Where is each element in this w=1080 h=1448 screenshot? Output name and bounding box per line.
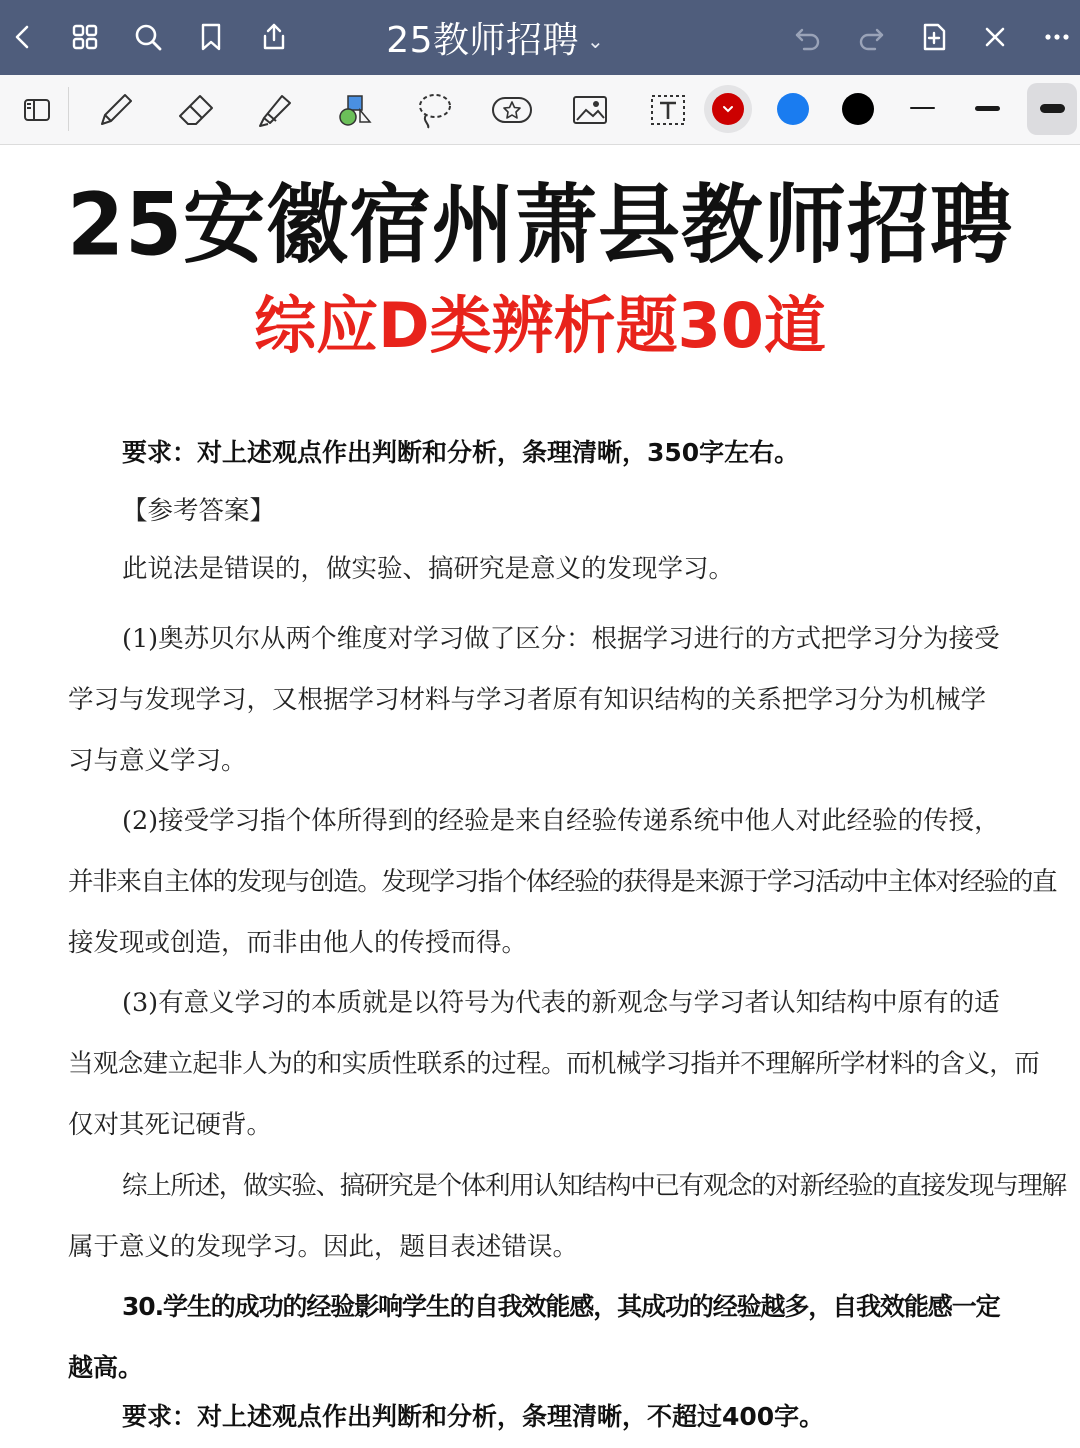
- paragraph-line: 学习与发现学习，又根据学习材料与学习者原有知识结构的关系把学习分为机械学: [68, 684, 987, 715]
- summary-paragraph: [68, 1156, 1066, 1278]
- chevron-down-icon: ⌄: [587, 28, 604, 53]
- paragraph-line: (1)奥苏贝尔从两个维度对学习做了区分：根据学习进行的方式把学习分为接受: [122, 624, 1000, 654]
- conclusion-intro: 此说法是错误的，做实验、搞研究是意义的发现学习。: [122, 554, 735, 584]
- stroke-thick[interactable]: [1040, 104, 1065, 113]
- stroke-thin[interactable]: [910, 107, 935, 109]
- requirement-1: 要求：对上述观点作出判断和分析，条理清晰，350字左右。: [122, 438, 800, 467]
- color-swatch-black[interactable]: [842, 93, 874, 125]
- paragraph-1: [68, 609, 1038, 791]
- more-icon[interactable]: [1034, 14, 1080, 60]
- paragraph-line: 并非来自主体的发现与创造。发现学习指个体经验的获得是来源于学习活动中主体对经验的直: [68, 866, 1057, 897]
- highlighter-icon[interactable]: [251, 85, 301, 135]
- stroke-medium[interactable]: [975, 106, 1000, 111]
- page-layout-icon[interactable]: [12, 85, 62, 135]
- shapes-icon[interactable]: [331, 85, 381, 135]
- undo-icon[interactable]: [785, 14, 831, 60]
- eraser-icon[interactable]: [171, 85, 221, 135]
- search-icon[interactable]: [125, 14, 171, 60]
- sticker-icon[interactable]: [487, 85, 537, 135]
- requirement-2: 要求：对上述观点作出判断和分析，条理清晰，不超过400字。: [122, 1402, 825, 1431]
- doc-subheading: 综应D类辨析题30道: [254, 289, 826, 362]
- paragraph-line: 习与意义学习。: [68, 745, 247, 776]
- grid-icon[interactable]: [62, 14, 108, 60]
- doc-heading: 25安徽宿州萧县教师招聘: [66, 175, 1014, 276]
- close-icon[interactable]: [972, 14, 1018, 60]
- top-navigation-bar: [0, 0, 1080, 75]
- paragraph-line: 仅对其死记硬背。: [68, 1109, 273, 1140]
- question-30: [68, 1277, 1038, 1399]
- bookmark-icon[interactable]: [188, 14, 234, 60]
- back-icon[interactable]: [0, 14, 46, 60]
- paragraph-line: 属于意义的发现学习。因此，题目表述错误。: [68, 1231, 579, 1262]
- answer-label: 【参考答案】: [122, 496, 276, 526]
- pen-icon[interactable]: [91, 85, 141, 135]
- title-dropdown[interactable]: [330, 0, 660, 75]
- question-line: 越高。: [68, 1352, 144, 1382]
- toolbar-divider: [68, 87, 69, 131]
- paragraph-line: 接发现或创造，而非由他人的传授而得。: [68, 927, 528, 958]
- annotation-toolbar: [0, 75, 1080, 145]
- text-box-icon[interactable]: [643, 85, 693, 135]
- color-swatch-red[interactable]: [712, 93, 744, 125]
- document-title: 25教师招聘: [386, 20, 580, 61]
- color-swatch-blue[interactable]: [777, 93, 809, 125]
- redo-icon[interactable]: [848, 14, 894, 60]
- question-line: 30.学生的成功的经验影响学生的自我效能感，其成功的经验越多，自我效能感一定: [122, 1292, 1000, 1321]
- image-icon[interactable]: [565, 85, 615, 135]
- paragraph-3: [68, 973, 1038, 1155]
- paragraph-line: 综上所述，做实验、搞研究是个体利用认知结构中已有观念的对新经验的直接发现与理解: [122, 1171, 1066, 1201]
- paragraph-line: (3)有意义学习的本质就是以符号为代表的新观念与学习者认知结构中原有的适: [122, 988, 1000, 1018]
- paragraph-2: [68, 791, 1057, 973]
- share-icon[interactable]: [251, 14, 297, 60]
- paragraph-line: 当观念建立起非人为的和实质性联系的过程。而机械学习指并不理解所学材料的含义，而: [68, 1048, 1040, 1079]
- lasso-icon[interactable]: [409, 85, 459, 135]
- add-page-icon[interactable]: [911, 14, 957, 60]
- paragraph-line: (2)接受学习指个体所得到的经验是来自经验传递系统中他人对此经验的传授，: [122, 806, 1000, 836]
